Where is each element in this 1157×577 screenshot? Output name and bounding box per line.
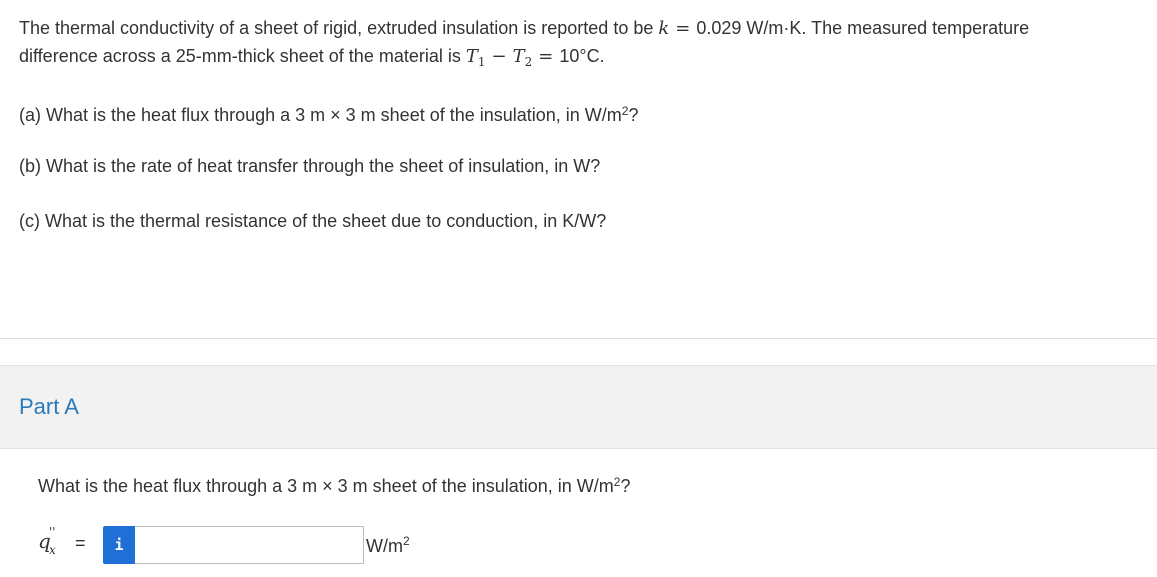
answer-equals: = — [75, 533, 86, 553]
problem-line-2-text: difference across a 25-mm-thick sheet of the material is — [19, 46, 466, 66]
problem-line-2 — [19, 42, 605, 76]
answer-unit: $W/m^2$ — [366, 534, 410, 556]
var-k: k — [658, 18, 670, 39]
var-t2: $T_2$ — [512, 46, 533, 69]
heat-flux-symbol: q '' x — [38, 525, 56, 557]
problem-line-1-text: The thermal conductivity of a sheet of rigid, extruded insulation is reported to be — [19, 18, 659, 38]
problem-line-1 — [19, 14, 1029, 43]
part-c-prompt: (c) What is the thermal resistance of the sheet due to conduction, in K/W? — [19, 211, 607, 231]
section-gap — [0, 339, 1157, 365]
part-question: What is the heat flux through a 3 m × 3 m sheet of the insulation, in $W/m^2$? — [38, 475, 631, 496]
minus-sign: − — [491, 46, 507, 67]
delta-t-value: 10°C. — [559, 46, 605, 66]
part-header — [0, 365, 1157, 449]
info-icon[interactable]: i — [103, 526, 135, 564]
answer-row — [38, 525, 738, 565]
part-title: Part A — [19, 394, 79, 419]
k-value: 0.029 W/m·K. The measured temperature — [696, 18, 1030, 38]
part-b-prompt: (b) What is the rate of heat transfer through the sheet of insulation, in W? — [19, 156, 601, 176]
var-t1: $T_1$ — [465, 46, 486, 69]
equals-sign-2: = — [538, 46, 554, 67]
part-a-prompt: (a) What is the heat flux through a 3 m × 3 m sheet of the insulation, in $W/m^2$? — [19, 104, 639, 125]
equals-sign: = — [675, 18, 691, 39]
answer-input[interactable] — [135, 526, 364, 564]
